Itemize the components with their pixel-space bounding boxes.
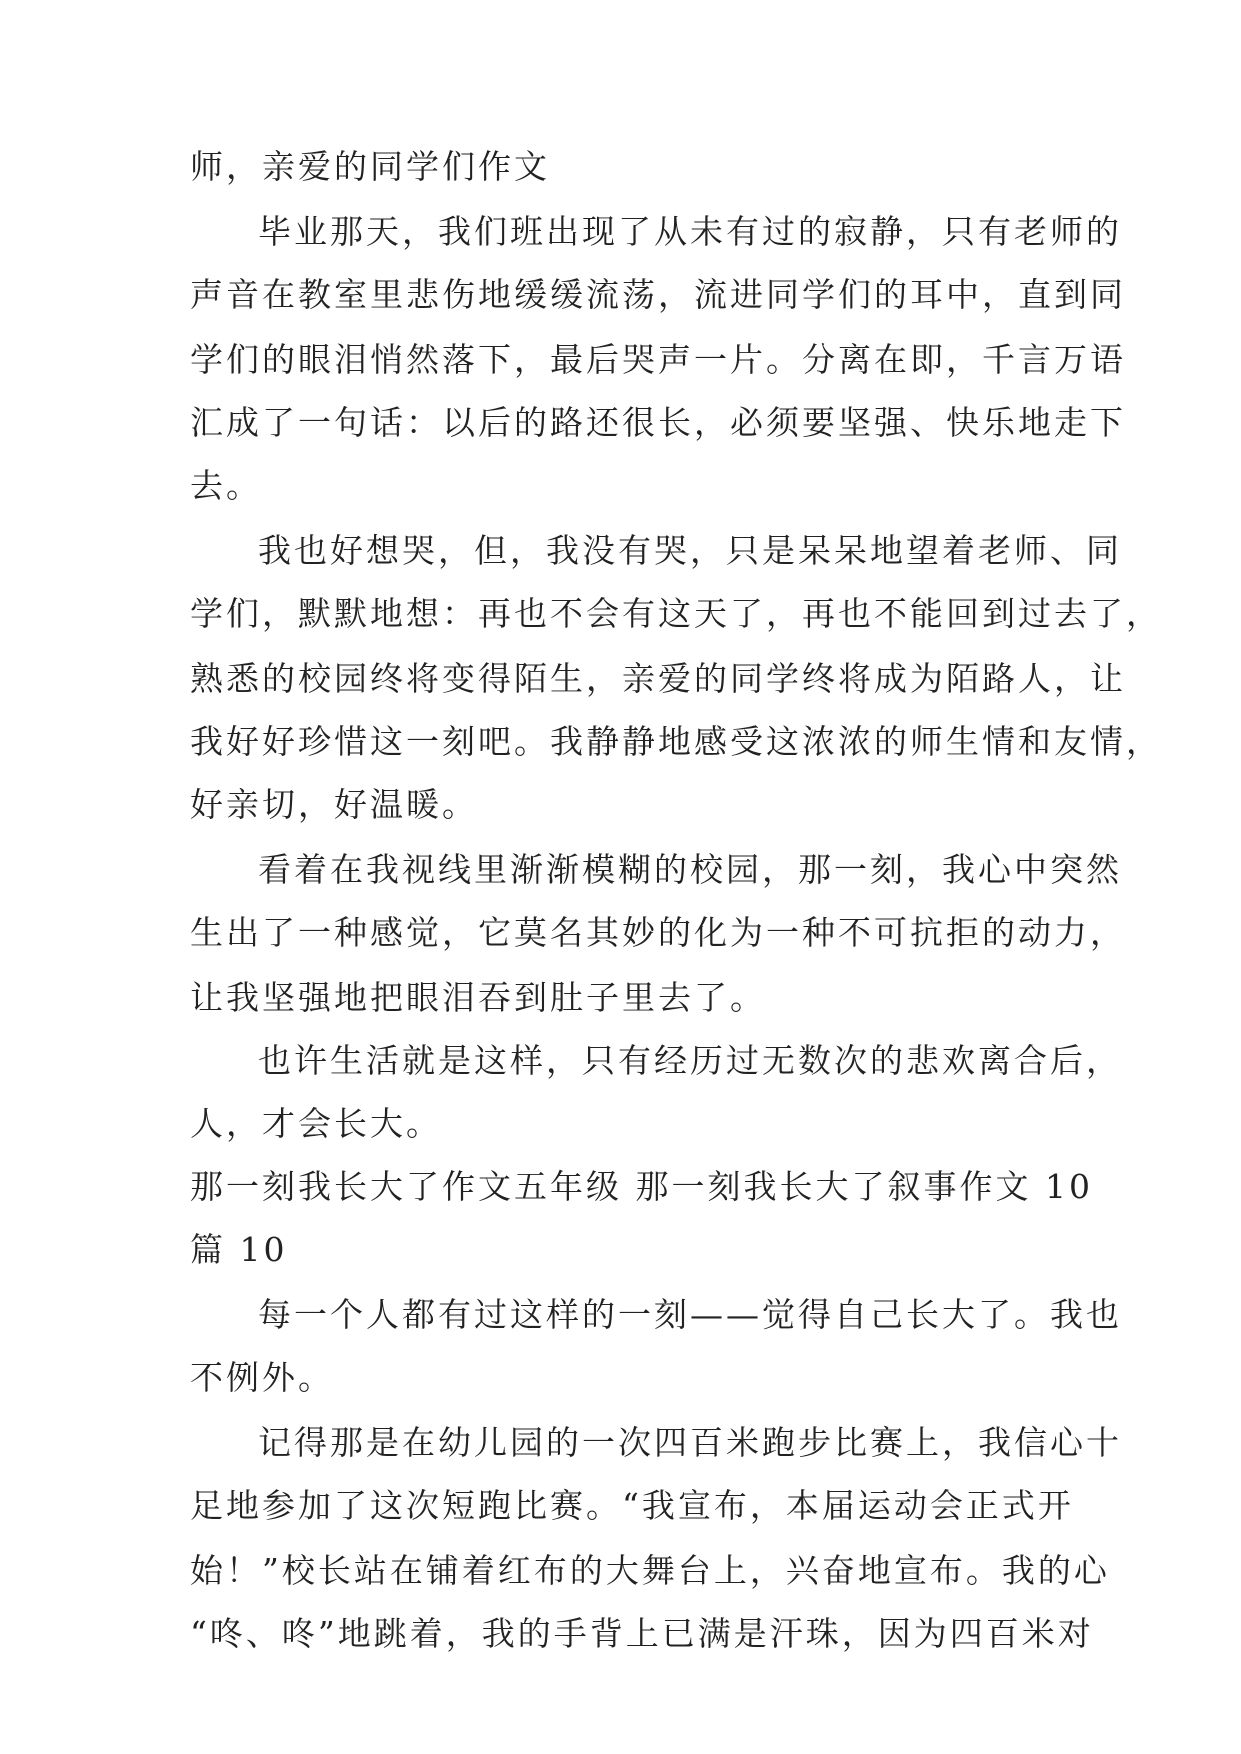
- text-line: 足地参加了这次短跑比赛。“我宣布，本届运动会正式开: [190, 1486, 1074, 1525]
- paragraph-start-line: 我也好想哭，但，我没有哭，只是呆呆地望着老师、同: [258, 531, 1122, 570]
- paragraph-start-line: 每一个人都有过这样的一刻——觉得自己长大了。我也: [258, 1295, 1122, 1334]
- text-line: 不例外。: [190, 1358, 334, 1397]
- text-line: 生出了一种感觉，它莫名其妙的化为一种不可抗拒的动力，: [190, 913, 1126, 952]
- section-heading: 那一刻我长大了作文五年级 那一刻我长大了叙事作文 10: [190, 1167, 1093, 1206]
- text-line: 汇成了一句话：以后的路还很长，必须要坚强、快乐地走下: [190, 403, 1126, 442]
- text-line: 好亲切，好温暖。: [190, 785, 478, 824]
- text-line: “咚、咚”地跳着，我的手背上已满是汗珠，因为四百米对: [190, 1614, 1094, 1653]
- paragraph-start-line: 毕业那天，我们班出现了从未有过的寂静，只有老师的: [258, 212, 1122, 251]
- text-line: 声音在教室里悲伤地缓缓流荡，流进同学们的耳中，直到同: [190, 275, 1126, 314]
- text-line: 让我坚强地把眼泪吞到肚子里去了。: [190, 978, 766, 1017]
- paragraph-start-line: 也许生活就是这样，只有经历过无数次的悲欢离合后，: [258, 1041, 1122, 1080]
- paragraph-start-line: 记得那是在幼儿园的一次四百米跑步比赛上，我信心十: [258, 1423, 1122, 1462]
- text-line: 学们的眼泪悄然落下，最后哭声一片。分离在即，千言万语: [190, 340, 1126, 379]
- paragraph-start-line: 看着在我视线里渐渐模糊的校园，那一刻，我心中突然: [258, 850, 1122, 889]
- text-line: 学们，默默地想：再也不会有这天了，再也不能回到过去了，: [190, 594, 1162, 633]
- text-line: 始！”校长站在铺着红布的大舞台上，兴奋地宣布。我的心: [190, 1551, 1110, 1590]
- text-line: 人，才会长大。: [190, 1104, 442, 1143]
- text-line: 熟悉的校园终将变得陌生，亲爱的同学终将成为陌路人，让: [190, 659, 1126, 698]
- text-line: 去。: [190, 466, 262, 505]
- text-line: 师，亲爱的同学们作文: [190, 147, 550, 186]
- section-heading-continued: 篇 10: [190, 1230, 288, 1269]
- text-line: 我好好珍惜这一刻吧。我静静地感受这浓浓的师生情和友情，: [190, 722, 1162, 761]
